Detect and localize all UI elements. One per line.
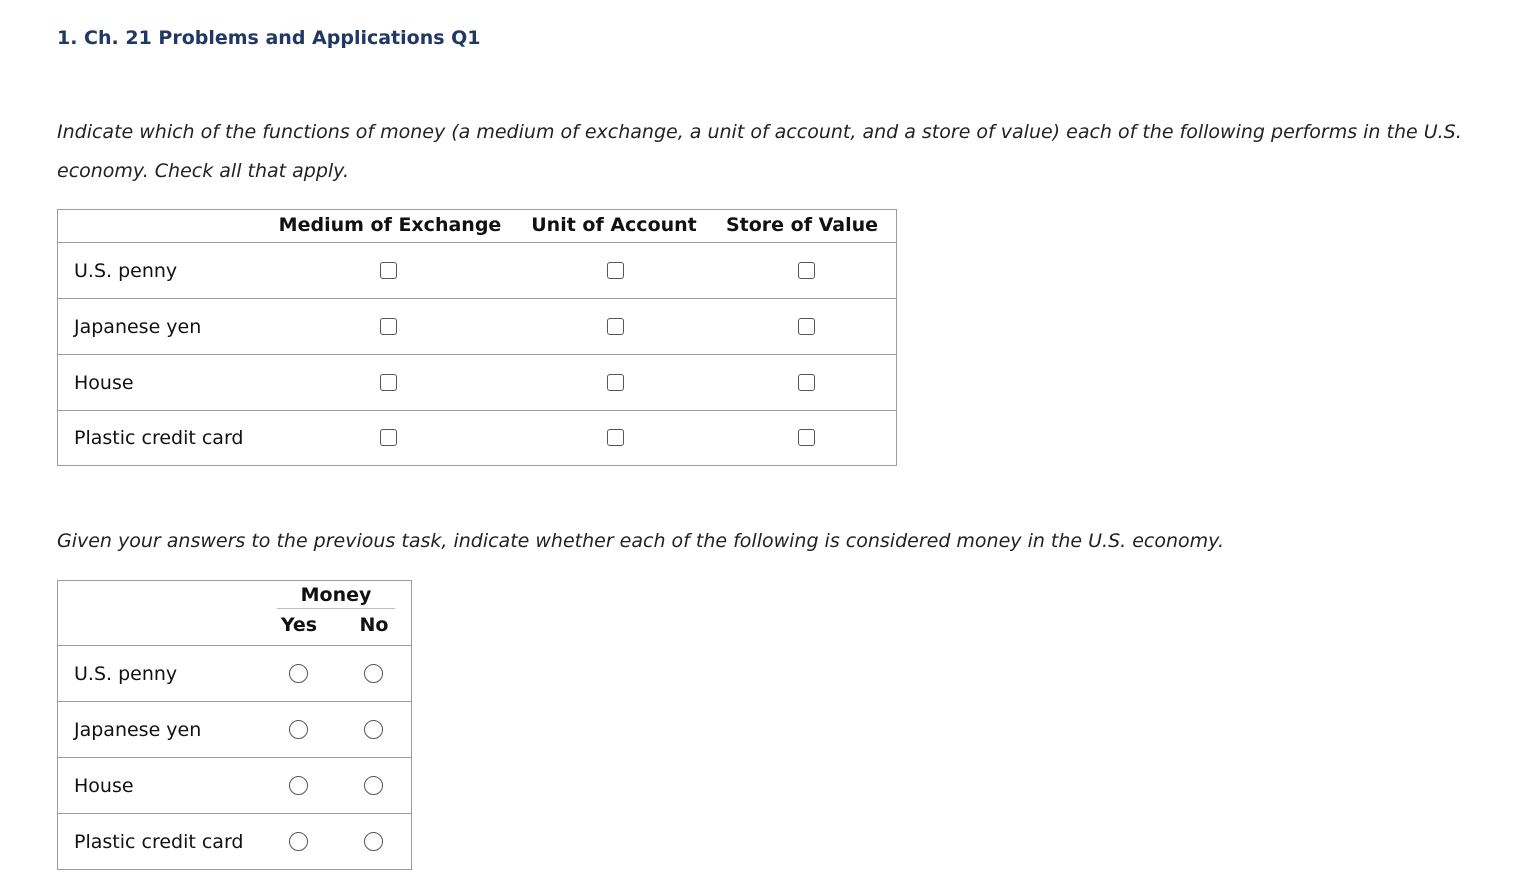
radio-plastic-credit-card-no[interactable] — [364, 832, 383, 851]
column-header-yes: Yes — [280, 614, 318, 636]
radio-us-penny-yes[interactable] — [289, 664, 308, 683]
radio-japanese-yen-yes[interactable] — [289, 720, 308, 739]
radio-house-no[interactable] — [364, 776, 383, 795]
checkbox-us-penny-medium-of-exchange[interactable] — [380, 262, 397, 279]
checkbox-house-store-of-value[interactable] — [798, 374, 815, 391]
table-row — [58, 702, 411, 758]
checkbox-plastic-credit-card-store-of-value[interactable] — [798, 429, 815, 446]
table-row — [58, 411, 896, 465]
table-row — [58, 646, 411, 702]
radio-japanese-yen-no[interactable] — [364, 720, 383, 739]
checkbox-house-medium-of-exchange[interactable] — [380, 374, 397, 391]
row-label-us-penny: U.S. penny — [74, 259, 178, 282]
instruction-functions: Indicate which of the functions of money (a medium of exchange, a unit of account, and a store of value) each of the following performs in the U.S. economy. Check all that apply. — [57, 121, 1462, 182]
radio-us-penny-no[interactable] — [364, 664, 383, 683]
row-label-plastic-credit-card: Plastic credit card — [74, 830, 244, 853]
checkbox-japanese-yen-medium-of-exchange[interactable] — [380, 318, 397, 335]
column-header-medium-of-exchange: Medium of Exchange — [278, 214, 502, 236]
money-table-header — [58, 581, 411, 646]
row-label-house: House — [74, 371, 134, 394]
functions-table — [57, 209, 897, 466]
checkbox-us-penny-unit-of-account[interactable] — [607, 262, 624, 279]
column-group-header-money: Money — [277, 583, 395, 609]
table-row — [58, 299, 896, 355]
checkbox-plastic-credit-card-medium-of-exchange[interactable] — [380, 429, 397, 446]
row-label-house: House — [74, 774, 134, 797]
checkbox-japanese-yen-store-of-value[interactable] — [798, 318, 815, 335]
question-title: 1. Ch. 21 Problems and Applications Q1 — [57, 27, 481, 49]
functions-table-header — [58, 210, 896, 243]
column-header-no: No — [359, 614, 389, 636]
column-header-unit-of-account: Unit of Account — [531, 214, 697, 236]
money-table — [57, 580, 412, 870]
checkbox-japanese-yen-unit-of-account[interactable] — [607, 318, 624, 335]
radio-plastic-credit-card-yes[interactable] — [289, 832, 308, 851]
checkbox-plastic-credit-card-unit-of-account[interactable] — [607, 429, 624, 446]
row-label-plastic-credit-card: Plastic credit card — [74, 427, 244, 449]
instruction-money: Given your answers to the previous task, indicate whether each of the following is considered money in the U.S. economy. — [57, 530, 1224, 552]
checkbox-us-penny-store-of-value[interactable] — [798, 262, 815, 279]
table-row — [58, 758, 411, 814]
row-label-japanese-yen: Japanese yen — [74, 315, 202, 338]
table-row — [58, 814, 411, 869]
checkbox-house-unit-of-account[interactable] — [607, 374, 624, 391]
table-row — [58, 355, 896, 411]
table-row — [58, 243, 896, 299]
column-header-store-of-value: Store of Value — [725, 214, 879, 236]
radio-house-yes[interactable] — [289, 776, 308, 795]
row-label-japanese-yen: Japanese yen — [74, 718, 202, 741]
row-label-us-penny: U.S. penny — [74, 662, 178, 685]
